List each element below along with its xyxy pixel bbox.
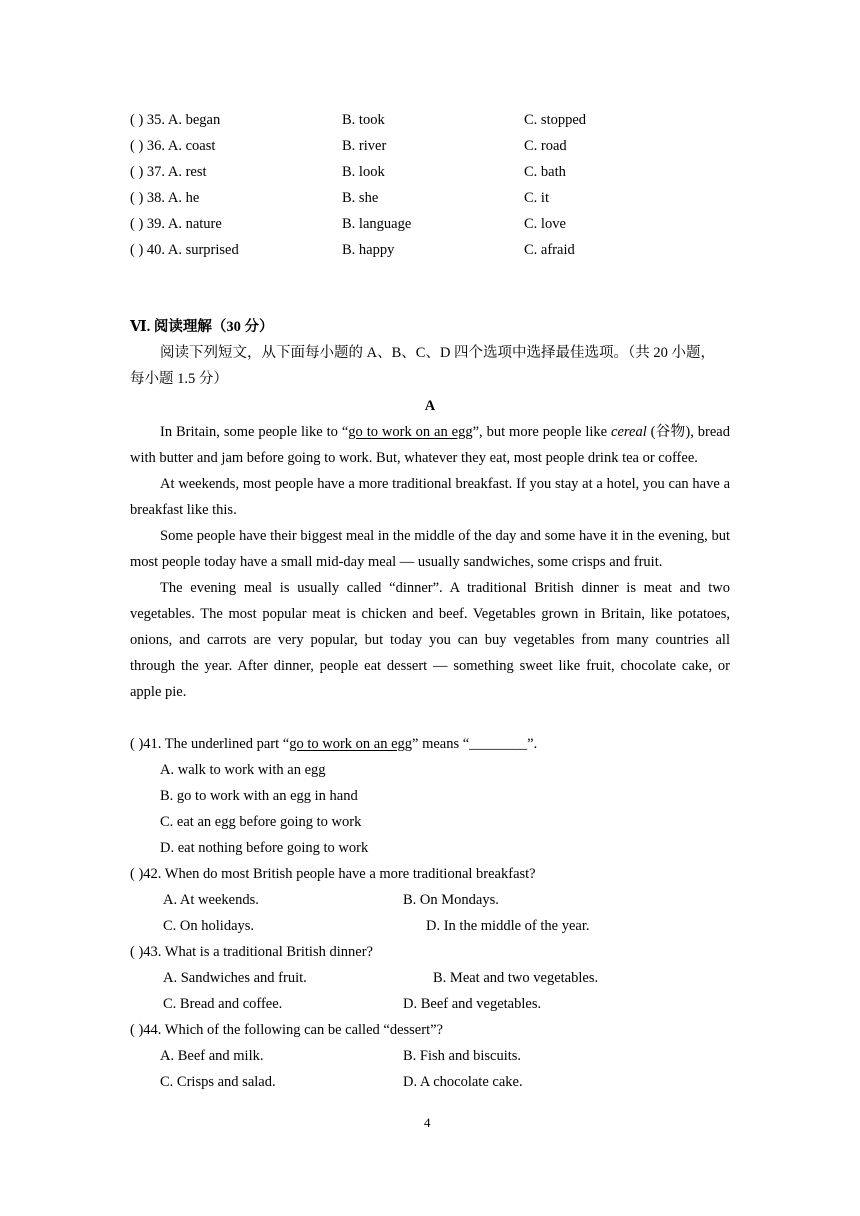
question-41-text-b: ” means “________”. <box>412 736 538 752</box>
cloze-row-38-c: C. it <box>524 190 549 206</box>
q43-option-a: A. Sandwiches and fruit. <box>163 970 307 986</box>
cloze-row-36-b: B. river <box>342 138 387 154</box>
cloze-row-39-a: ( ) 39. A. nature <box>130 216 222 232</box>
passage-paragraph-4: The evening meal is usually called “dinner”. A traditional British dinner is meat and two vegetables. The most popular meat is chicken and beef. Vegetables grown in Britain, like potatoes, onions, and carrots are very popular, but today you can buy vegetables from many countries all through the year. After dinner, people eat dessert — something sweet like fruit, chocolate cake, or apple pie. <box>130 580 730 700</box>
cloze-row-38-a: ( ) 38. A. he <box>130 190 200 206</box>
cloze-row-40-a: ( ) 40. A. surprised <box>130 242 239 258</box>
q44-option-a: A. Beef and milk. <box>160 1048 264 1064</box>
cloze-row-37-c: C. bath <box>524 164 566 180</box>
question-41-underlined: go to work on an egg <box>289 736 413 752</box>
q42-option-d: D. In the middle of the year. <box>426 918 590 934</box>
cloze-row-35-a: ( ) 35. A. began <box>130 112 221 128</box>
cloze-row-40-c: C. afraid <box>524 242 575 258</box>
cloze-row-39-c: C. love <box>524 216 566 232</box>
question-42: ( )42. When do most British people have a more traditional breakfast? <box>130 866 536 882</box>
q44-option-b: B. Fish and biscuits. <box>403 1048 522 1064</box>
passage-paragraph-3: Some people have their biggest meal in the middle of the day and some have it in the evening, but most people today have a small mid-day meal — usually sandwiches, some crisps and fruit. <box>130 528 730 570</box>
cloze-row-40-b: B. happy <box>342 242 395 258</box>
page-number: 4 <box>424 1115 431 1130</box>
cloze-row-35-c: C. stopped <box>524 112 587 128</box>
cloze-row-37-b: B. look <box>342 164 385 180</box>
question-41-text-a: ( )41. The underlined part “ <box>130 736 290 752</box>
cloze-row-38-b: B. she <box>342 190 379 206</box>
passage-paragraph-1 <box>130 419 730 471</box>
cloze-row-39-b: B. language <box>342 216 412 232</box>
passage-p1-text-c: (谷物), bread with butter and jam before going to work. But, whatever they eat, most people drink tea or coffee. <box>130 424 730 466</box>
question-44: ( )44. Which of the following can be called “dessert”? <box>130 1022 443 1038</box>
section-title: Ⅵ. 阅读理解（30 分） <box>130 319 274 335</box>
passage-p1-text-a: In Britain, some people like to “ <box>160 424 349 440</box>
section-instruction-line2: 每小题 1.5 分） <box>130 371 228 387</box>
passage-p1-text-b: ”, but more people like <box>472 424 612 440</box>
passage-underlined-phrase: go to work on an egg <box>348 424 473 440</box>
passage <box>130 419 730 705</box>
q41-option-b: B. go to work with an egg in hand <box>160 788 358 804</box>
cloze-row-36-a: ( ) 36. A. coast <box>130 138 216 154</box>
q42-option-b: B. On Mondays. <box>403 892 499 908</box>
cloze-row-35-b: B. took <box>342 112 385 128</box>
cloze-row-37-a: ( ) 37. A. rest <box>130 164 207 180</box>
question-41 <box>130 735 537 753</box>
q43-option-b: B. Meat and two vegetables. <box>433 970 599 986</box>
passage-label: A <box>424 398 436 414</box>
q41-option-a: A. walk to work with an egg <box>160 762 326 778</box>
cloze-row-36-c: C. road <box>524 138 567 154</box>
q44-option-c: C. Crisps and salad. <box>160 1074 276 1090</box>
q42-option-c: C. On holidays. <box>163 918 255 934</box>
q44-option-d: D. A chocolate cake. <box>403 1074 523 1090</box>
passage-italic-word: cereal <box>611 424 647 440</box>
question-43: ( )43. What is a traditional British dinner? <box>130 944 373 960</box>
q41-option-c: C. eat an egg before going to work <box>160 814 362 830</box>
q43-option-d: D. Beef and vegetables. <box>403 996 542 1012</box>
q43-option-c: C. Bread and coffee. <box>163 996 283 1012</box>
q42-option-a: A. At weekends. <box>163 892 259 908</box>
passage-paragraph-2: At weekends, most people have a more traditional breakfast. If you stay at a hotel, you can have a breakfast like this. <box>130 476 730 518</box>
section-instruction-line1: 阅读下列短文，从下面每小题的 A、B、C、D 四个选项中选择最佳选项。（共 20 小题， <box>160 345 716 361</box>
q41-option-d: D. eat nothing before going to work <box>160 840 369 856</box>
